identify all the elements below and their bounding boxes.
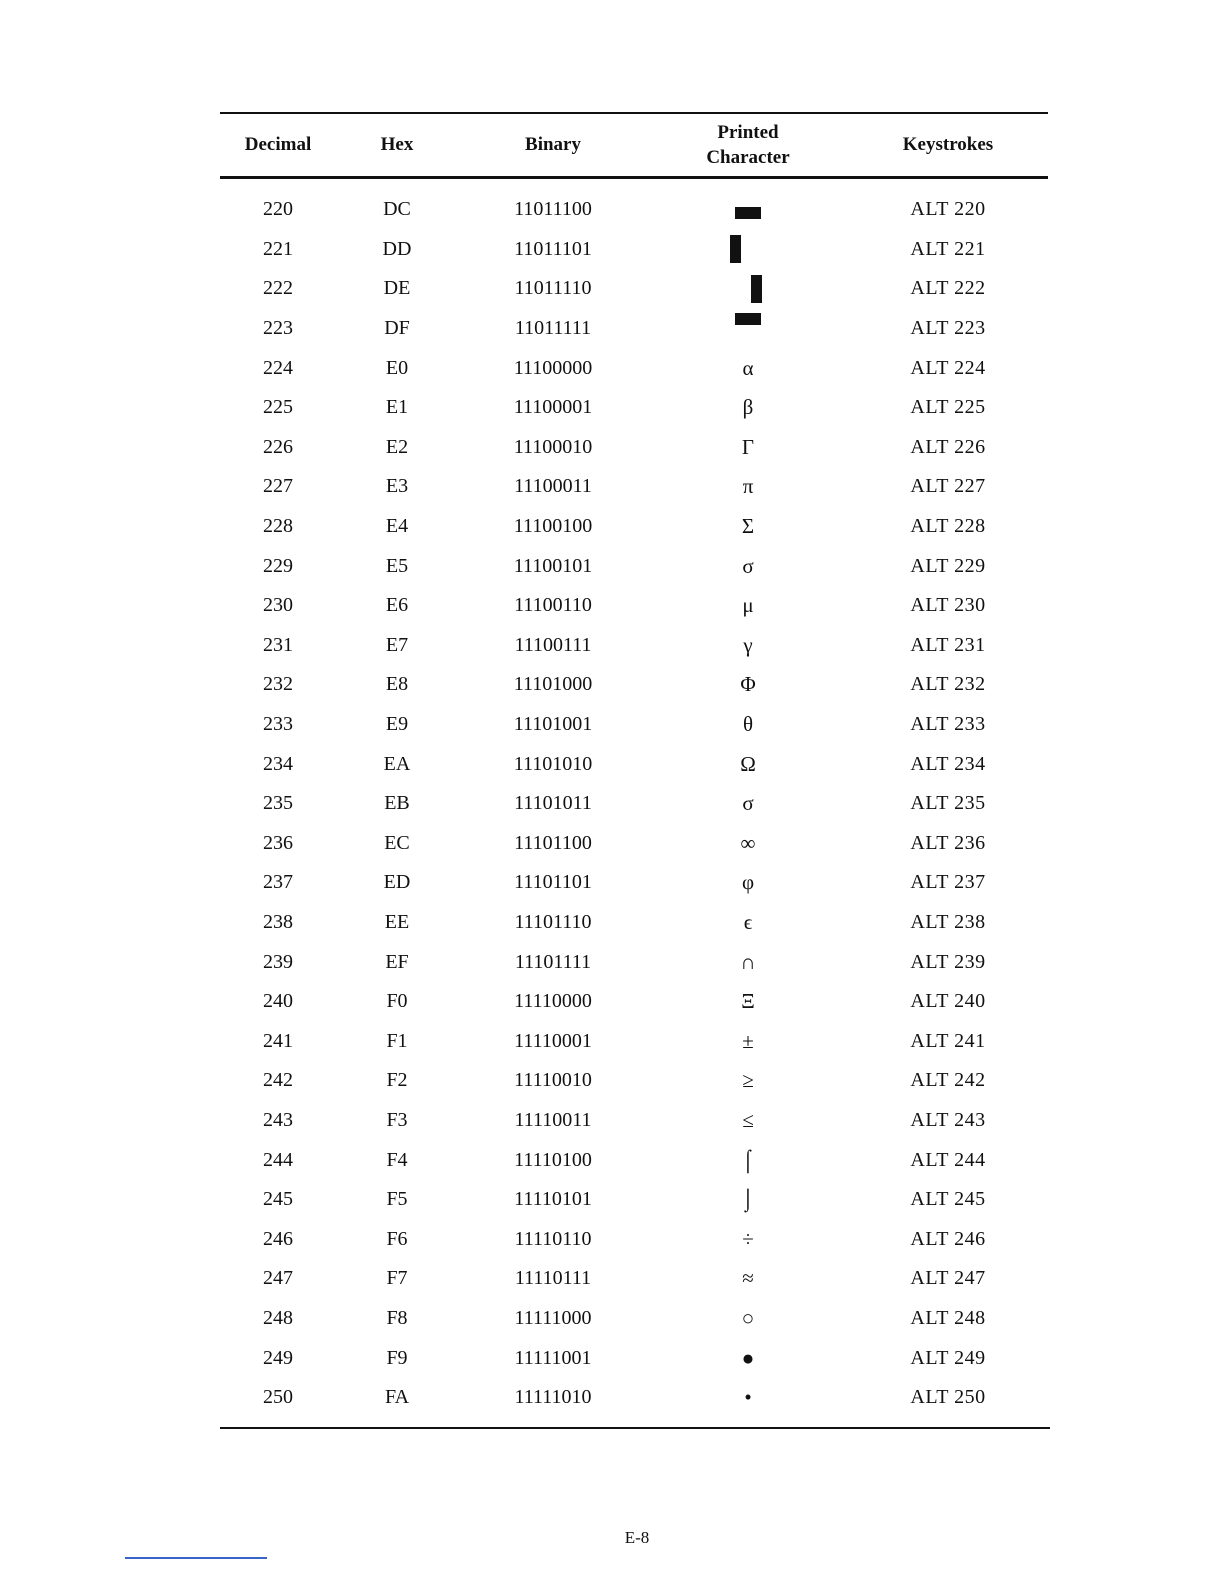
decimal-cell: 223	[263, 317, 293, 340]
binary-cell: 11100110	[514, 594, 592, 617]
decimal-cell: 220	[263, 198, 293, 221]
printed-character-cell: ≥	[742, 1068, 754, 1093]
printed-character-cell: ●	[741, 1345, 755, 1370]
binary-cell: 11011101	[514, 237, 592, 260]
decimal-cell: 227	[263, 475, 293, 498]
printed-character-cell: ≈	[742, 1266, 754, 1291]
keystrokes-cell: ALT 235	[910, 792, 986, 815]
table-row	[220, 863, 1048, 903]
hex-cell: EA	[383, 752, 411, 775]
printed-character-cell	[648, 275, 848, 303]
hex-cell: E4	[385, 515, 409, 538]
binary-cell: 11011110	[514, 277, 592, 300]
table-row	[220, 824, 1048, 864]
binary-cell: 11011100	[514, 198, 592, 221]
header-printed-line1: Printed	[717, 122, 779, 143]
keystrokes-cell: ALT 245	[910, 1188, 986, 1211]
decimal-cell: 221	[263, 237, 293, 260]
table-row	[220, 309, 1048, 349]
hex-cell: E1	[385, 396, 409, 419]
keystrokes-cell: ALT 244	[910, 1148, 986, 1171]
hex-cell: E5	[385, 554, 409, 577]
hex-cell: DC	[383, 198, 411, 221]
table-row	[220, 269, 1048, 309]
decimal-cell: 233	[263, 713, 293, 736]
decimal-cell: 243	[263, 1108, 293, 1131]
printed-character-cell: ±	[742, 1028, 754, 1053]
table-row	[220, 467, 1048, 507]
hex-cell: F8	[386, 1306, 408, 1329]
table-row	[220, 1021, 1048, 1061]
printed-character-cell: ∩	[740, 949, 756, 974]
printed-character-cell: ∞	[740, 830, 756, 855]
keystrokes-cell: ALT 226	[910, 435, 986, 458]
hex-cell: F9	[386, 1346, 408, 1369]
hex-cell: DF	[384, 317, 410, 340]
binary-cell: 11111010	[514, 1386, 592, 1409]
table-row	[220, 1219, 1048, 1259]
keystrokes-cell: ALT 243	[910, 1108, 986, 1131]
table-row	[220, 903, 1048, 943]
printed-character-cell	[648, 197, 848, 222]
table-row	[220, 1259, 1048, 1299]
hex-cell: E8	[385, 673, 409, 696]
binary-cell: 11100111	[514, 633, 592, 656]
hex-cell: E0	[385, 356, 409, 379]
header-hex: Hex	[380, 134, 414, 155]
hex-cell: EE	[384, 910, 410, 933]
page-number: E-8	[624, 1528, 650, 1547]
table-row	[220, 1101, 1048, 1141]
binary-cell: 11100000	[513, 356, 593, 379]
keystrokes-cell: ALT 231	[910, 633, 986, 656]
hex-cell: F1	[386, 1029, 408, 1052]
table-row	[220, 230, 1048, 270]
decimal-cell: 249	[263, 1346, 293, 1369]
decimal-cell: 232	[263, 673, 293, 696]
character-code-table	[220, 112, 1048, 1429]
hex-cell: F2	[386, 1069, 408, 1092]
binary-cell: 11100101	[513, 554, 593, 577]
scan-edge-line	[125, 1557, 267, 1559]
printed-character-cell: Ω	[740, 751, 756, 776]
printed-character-cell: ⌡	[741, 1187, 755, 1212]
decimal-cell: 234	[263, 752, 293, 775]
decimal-cell: 238	[263, 910, 293, 933]
binary-cell: 11101011	[514, 792, 592, 815]
table-row	[220, 586, 1048, 626]
block-right-glyph	[751, 275, 762, 303]
binary-cell: 11101001	[513, 713, 593, 736]
hex-cell: F0	[386, 990, 408, 1013]
printed-character-cell: Ξ	[741, 989, 755, 1014]
binary-cell: 11100100	[513, 515, 593, 538]
header-keystrokes: Keystrokes	[902, 134, 994, 155]
printed-character-cell: σ	[742, 791, 754, 816]
header-printed-character	[648, 120, 848, 170]
keystrokes-cell: ALT 237	[910, 871, 986, 894]
binary-cell: 11110001	[514, 1029, 592, 1052]
hex-cell: FA	[384, 1386, 410, 1409]
decimal-cell: 236	[263, 831, 293, 854]
printed-character-cell: σ	[742, 553, 754, 578]
keystrokes-cell: ALT 247	[910, 1267, 986, 1290]
decimal-cell: 229	[263, 554, 293, 577]
hex-cell: E3	[385, 475, 409, 498]
table-bottom-rule	[220, 1427, 1050, 1429]
keystrokes-cell: ALT 222	[910, 277, 986, 300]
binary-cell: 11110110	[514, 1227, 592, 1250]
keystrokes-cell: ALT 234	[910, 752, 986, 775]
block-lower-glyph	[735, 207, 761, 219]
binary-cell: 11101000	[513, 673, 593, 696]
printed-character-cell: φ	[741, 870, 755, 895]
table-header-row	[220, 114, 1048, 176]
binary-cell: 11101111	[514, 950, 592, 973]
hex-cell: DD	[382, 237, 412, 260]
printed-character-cell	[648, 316, 848, 341]
binary-cell: 11100001	[513, 396, 593, 419]
keystrokes-cell: ALT 223	[910, 317, 986, 340]
table-row	[220, 1338, 1048, 1378]
hex-cell: F6	[386, 1227, 408, 1250]
printed-character-cell	[648, 235, 848, 263]
printed-character-cell: γ	[743, 632, 753, 657]
keystrokes-cell: ALT 249	[910, 1346, 986, 1369]
hex-cell: E7	[385, 633, 409, 656]
binary-cell: 11101101	[514, 871, 592, 894]
keystrokes-cell: ALT 246	[910, 1227, 986, 1250]
hex-cell: EF	[385, 950, 409, 973]
decimal-cell: 228	[263, 515, 293, 538]
decimal-cell: 246	[263, 1227, 293, 1250]
table-row	[220, 705, 1048, 745]
printed-character-cell: Φ	[740, 672, 756, 697]
table-row	[220, 626, 1048, 666]
decimal-cell: 226	[263, 435, 293, 458]
table-row	[220, 665, 1048, 705]
table-row	[220, 942, 1048, 982]
printed-character-cell: ÷	[742, 1226, 754, 1251]
printed-character-cell: ○	[741, 1305, 755, 1330]
decimal-cell: 241	[263, 1029, 293, 1052]
header-printed-line2: Character	[706, 147, 790, 168]
binary-cell: 11111000	[514, 1306, 592, 1329]
decimal-cell: 230	[263, 594, 293, 617]
keystrokes-cell: ALT 221	[910, 237, 986, 260]
keystrokes-cell: ALT 227	[910, 475, 986, 498]
decimal-cell: 235	[263, 792, 293, 815]
table-row	[220, 348, 1048, 388]
binary-cell: 11110101	[514, 1188, 592, 1211]
hex-cell: EC	[384, 831, 410, 854]
decimal-cell: 244	[263, 1148, 293, 1171]
printed-character-cell: α	[742, 355, 754, 380]
printed-character-cell: π	[742, 474, 754, 499]
printed-character-cell: ⌠	[741, 1147, 755, 1172]
keystrokes-cell: ALT 242	[910, 1069, 986, 1092]
table-row	[220, 784, 1048, 824]
decimal-cell: 247	[263, 1267, 293, 1290]
decimal-cell: 239	[263, 950, 293, 973]
hex-cell: F5	[386, 1188, 408, 1211]
printed-character-cell: ≤	[742, 1107, 754, 1132]
hex-cell: E9	[385, 713, 409, 736]
printed-character-cell: θ	[742, 712, 754, 737]
decimal-cell: 250	[263, 1386, 293, 1409]
printed-character-cell: •	[744, 1385, 752, 1410]
hex-cell: ED	[383, 871, 411, 894]
binary-cell: 11110011	[514, 1108, 592, 1131]
decimal-cell: 240	[263, 990, 293, 1013]
hex-cell: EB	[384, 792, 410, 815]
binary-cell: 11101010	[513, 752, 593, 775]
table-row	[220, 1180, 1048, 1220]
keystrokes-cell: ALT 241	[910, 1029, 986, 1052]
binary-cell: 11111001	[514, 1346, 592, 1369]
decimal-cell: 237	[263, 871, 293, 894]
table-row	[220, 388, 1048, 428]
table-body	[220, 179, 1048, 1417]
table-row	[220, 1140, 1048, 1180]
hex-cell: F4	[386, 1148, 408, 1171]
binary-cell: 11011111	[514, 317, 592, 340]
decimal-cell: 224	[263, 356, 293, 379]
table-row	[220, 744, 1048, 784]
printed-character-cell: Σ	[741, 514, 755, 539]
block-left-glyph	[730, 235, 741, 263]
keystrokes-cell: ALT 239	[910, 950, 986, 973]
decimal-cell: 242	[263, 1069, 293, 1092]
keystrokes-cell: ALT 240	[910, 990, 986, 1013]
table-row	[220, 1061, 1048, 1101]
header-decimal: Decimal	[244, 134, 312, 155]
keystrokes-cell: ALT 232	[910, 673, 986, 696]
keystrokes-cell: ALT 220	[910, 198, 986, 221]
binary-cell: 11101100	[514, 831, 592, 854]
hex-cell: DE	[383, 277, 411, 300]
hex-cell: E6	[385, 594, 409, 617]
table-row	[220, 190, 1048, 230]
decimal-cell: 245	[263, 1188, 293, 1211]
keystrokes-cell: ALT 233	[910, 713, 986, 736]
keystrokes-cell: ALT 225	[910, 396, 986, 419]
printed-character-cell: μ	[742, 593, 754, 618]
decimal-cell: 248	[263, 1306, 293, 1329]
table-row	[220, 1378, 1048, 1418]
hex-cell: F3	[386, 1108, 408, 1131]
table-row	[220, 1299, 1048, 1339]
keystrokes-cell: ALT 238	[910, 910, 986, 933]
header-binary: Binary	[525, 134, 581, 155]
binary-cell: 11110111	[514, 1267, 592, 1290]
keystrokes-cell: ALT 228	[910, 515, 986, 538]
keystrokes-cell: ALT 250	[910, 1386, 986, 1409]
printed-character-cell: Γ	[741, 434, 755, 459]
hex-cell: F7	[386, 1267, 408, 1290]
decimal-cell: 231	[263, 633, 293, 656]
block-upper-glyph	[735, 313, 761, 325]
keystrokes-cell: ALT 224	[910, 356, 986, 379]
binary-cell: 11100010	[513, 435, 593, 458]
decimal-cell: 225	[263, 396, 293, 419]
binary-cell: 11110010	[514, 1069, 592, 1092]
binary-cell: 11110100	[514, 1148, 592, 1171]
binary-cell: 11100011	[514, 475, 592, 498]
table-row	[220, 428, 1048, 468]
table-row	[220, 546, 1048, 586]
keystrokes-cell: ALT 229	[910, 554, 986, 577]
keystrokes-cell: ALT 248	[910, 1306, 986, 1329]
hex-cell: E2	[385, 435, 409, 458]
printed-character-cell: ϵ	[743, 909, 753, 934]
printed-character-cell: β	[742, 395, 754, 420]
keystrokes-cell: ALT 236	[910, 831, 986, 854]
binary-cell: 11110000	[514, 990, 592, 1013]
table-row	[220, 507, 1048, 547]
keystrokes-cell: ALT 230	[910, 594, 986, 617]
table-row	[220, 982, 1048, 1022]
decimal-cell: 222	[263, 277, 293, 300]
binary-cell: 11101110	[514, 910, 592, 933]
